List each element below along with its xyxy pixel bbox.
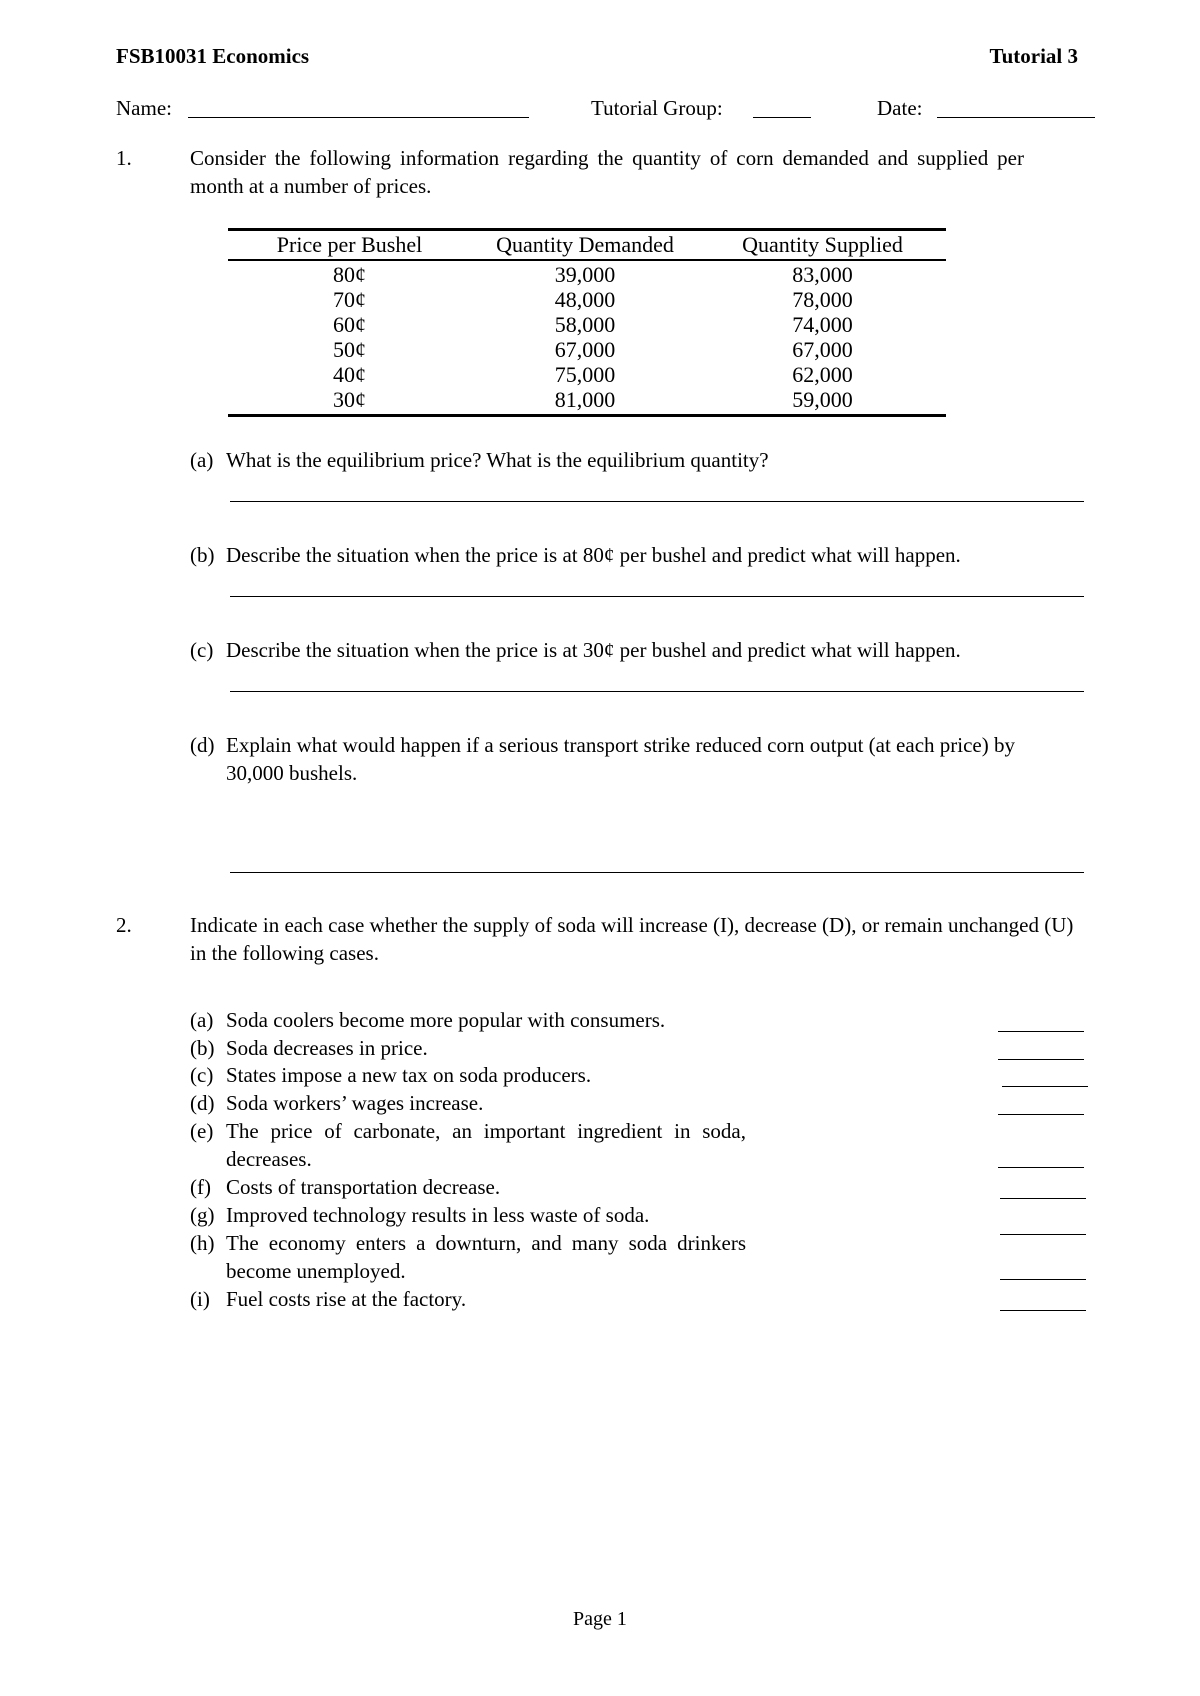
item-i-label: (i) bbox=[190, 1287, 210, 1311]
table-row bbox=[228, 387, 946, 412]
table-cell-supplied: 74,000 bbox=[792, 312, 853, 337]
table-row bbox=[228, 262, 946, 287]
date-label: Date: bbox=[877, 96, 923, 120]
table-header-supplied: Quantity Supplied bbox=[742, 232, 903, 257]
item-g-label: (g) bbox=[190, 1203, 215, 1227]
item-c-answer-blank[interactable] bbox=[1002, 1086, 1088, 1087]
table-cell-supplied: 62,000 bbox=[792, 362, 853, 387]
table-bottom-rule bbox=[228, 414, 946, 417]
tutorial-title: Tutorial 3 bbox=[989, 44, 1078, 68]
question-1-intro: Consider the following information regarding the quantity of corn demanded and supplied per month at a number of prices. bbox=[190, 146, 1024, 198]
part-b-answer-line[interactable] bbox=[230, 596, 1084, 597]
part-a-text: What is the equilibrium price? What is the equilibrium quantity? bbox=[226, 448, 769, 472]
course-title: FSB10031 Economics bbox=[116, 44, 310, 68]
corn-table bbox=[228, 228, 946, 417]
item-a-label: (a) bbox=[190, 1008, 214, 1032]
table-cell-supplied: 67,000 bbox=[792, 337, 853, 362]
item-e-text: The price of carbonate, an important ingredient in soda, decreases. bbox=[226, 1119, 746, 1171]
table-cell-demanded: 48,000 bbox=[554, 287, 616, 312]
item-h-text: The economy enters a downturn, and many soda drinkers become unemployed. bbox=[226, 1231, 746, 1283]
item-f-answer-blank[interactable] bbox=[1000, 1198, 1086, 1199]
item-h-answer-blank[interactable] bbox=[1000, 1279, 1086, 1280]
part-d-label: (d) bbox=[190, 733, 215, 757]
table-cell-demanded: 75,000 bbox=[554, 362, 616, 387]
question-2-number: 2. bbox=[116, 913, 132, 937]
part-a-answer-line[interactable] bbox=[230, 501, 1084, 502]
question-1-number: 1. bbox=[116, 146, 132, 170]
table-row bbox=[228, 362, 946, 387]
part-c-answer-line[interactable] bbox=[230, 691, 1084, 692]
item-i-text: Fuel costs rise at the factory. bbox=[226, 1287, 467, 1311]
page-number: Page 1 bbox=[573, 1608, 627, 1630]
item-c-text: States impose a new tax on soda producers. bbox=[226, 1063, 592, 1087]
tutorial-group-label: Tutorial Group: bbox=[591, 96, 723, 120]
table-row bbox=[228, 337, 946, 362]
table-row bbox=[228, 287, 946, 312]
item-b-label: (b) bbox=[190, 1036, 215, 1060]
table-cell-demanded: 58,000 bbox=[554, 312, 616, 337]
table-cell-supplied: 78,000 bbox=[792, 287, 853, 312]
table-cell-demanded: 39,000 bbox=[554, 262, 616, 287]
item-g-answer-blank[interactable] bbox=[1000, 1234, 1086, 1235]
item-a-answer-blank[interactable] bbox=[998, 1031, 1084, 1032]
tutorial-group-field[interactable] bbox=[753, 117, 811, 118]
item-a-text: Soda coolers become more popular with consumers. bbox=[226, 1008, 666, 1032]
question-2-intro: Indicate in each case whether the supply of soda will increase (I), decrease (D), or remain unchanged (U) in the following cases. bbox=[190, 913, 1074, 965]
item-d-text: Soda workers’ wages increase. bbox=[226, 1091, 484, 1115]
item-b-text: Soda decreases in price. bbox=[226, 1036, 428, 1060]
item-e-answer-blank[interactable] bbox=[998, 1167, 1084, 1168]
table-cell-price: 40¢ bbox=[333, 362, 366, 387]
item-e-label: (e) bbox=[190, 1119, 214, 1143]
date-field[interactable] bbox=[937, 117, 1095, 118]
item-c-label: (c) bbox=[190, 1063, 214, 1087]
name-label: Name: bbox=[116, 96, 172, 120]
table-cell-price: 70¢ bbox=[333, 287, 366, 312]
table-row bbox=[228, 312, 946, 337]
part-c-label: (c) bbox=[190, 638, 214, 662]
table-cell-demanded: 67,000 bbox=[554, 337, 616, 362]
table-cell-price: 30¢ bbox=[333, 387, 366, 412]
item-f-label: (f) bbox=[190, 1175, 211, 1199]
table-cell-supplied: 83,000 bbox=[792, 262, 853, 287]
table-header-row bbox=[228, 231, 946, 259]
table-cell-supplied: 59,000 bbox=[792, 387, 853, 412]
item-g-text: Improved technology results in less waste of soda. bbox=[226, 1203, 650, 1227]
name-field[interactable] bbox=[188, 117, 529, 118]
part-d-text: Explain what would happen if a serious transport strike reduced corn output (at each price) by 30,000 bushels. bbox=[226, 733, 1015, 785]
item-f-text: Costs of transportation decrease. bbox=[226, 1175, 501, 1199]
item-i-answer-blank[interactable] bbox=[1000, 1310, 1086, 1311]
table-cell-price: 80¢ bbox=[333, 262, 366, 287]
part-c-text: Describe the situation when the price is at 30¢ per bushel and predict what will happen. bbox=[226, 638, 961, 662]
table-header-demanded: Quantity Demanded bbox=[496, 232, 674, 257]
table-cell-demanded: 81,000 bbox=[554, 387, 616, 412]
table-cell-price: 50¢ bbox=[333, 337, 366, 362]
part-a-label: (a) bbox=[190, 448, 214, 472]
part-b-label: (b) bbox=[190, 543, 215, 567]
item-d-label: (d) bbox=[190, 1091, 215, 1115]
item-h-label: (h) bbox=[190, 1231, 215, 1255]
table-header-price: Price per Bushel bbox=[276, 232, 423, 257]
part-b-text: Describe the situation when the price is at 80¢ per bushel and predict what will happen. bbox=[226, 543, 961, 567]
item-d-answer-blank[interactable] bbox=[998, 1114, 1084, 1115]
part-d-answer-line[interactable] bbox=[230, 872, 1084, 873]
table-cell-price: 60¢ bbox=[333, 312, 366, 337]
item-b-answer-blank[interactable] bbox=[998, 1059, 1084, 1060]
